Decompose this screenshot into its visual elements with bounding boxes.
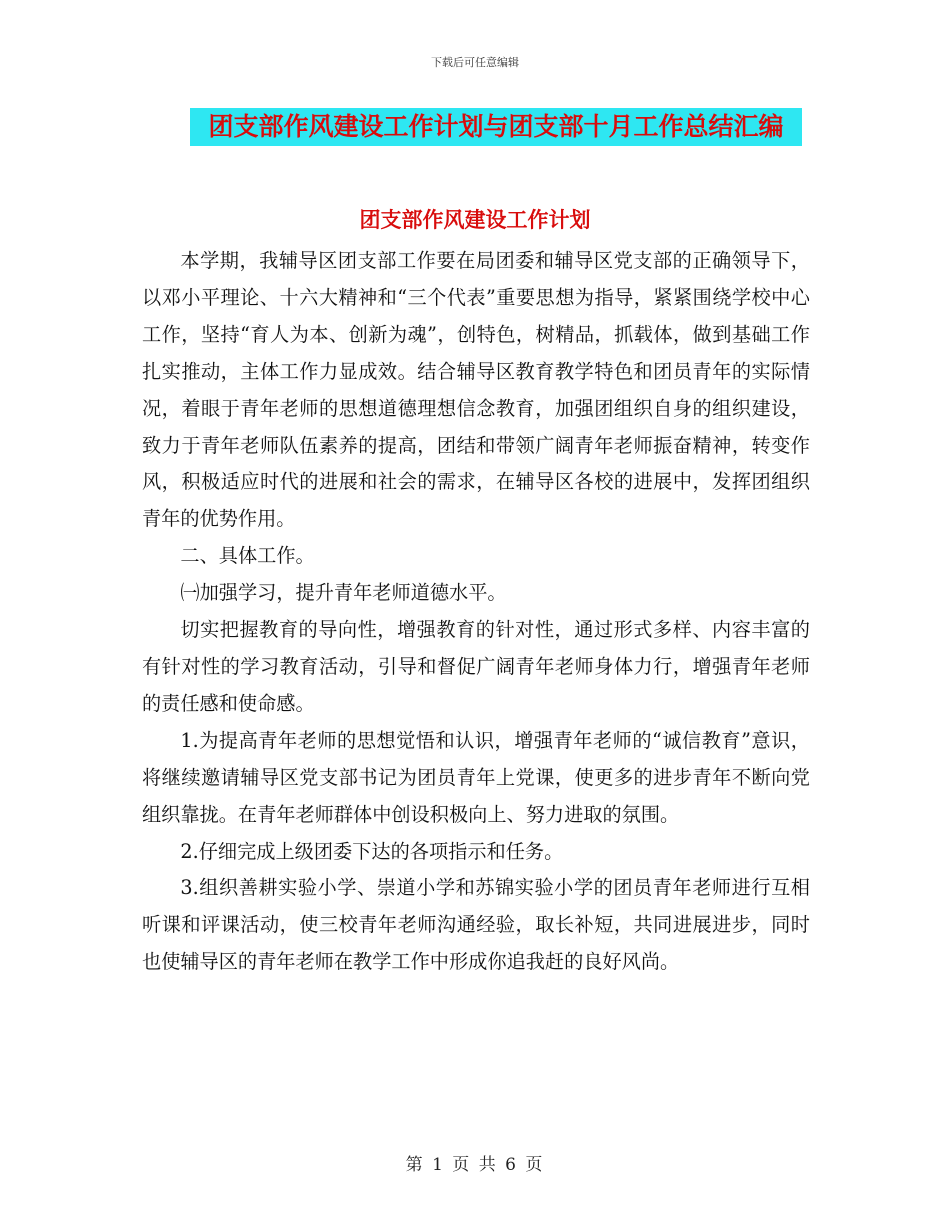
paragraph-intro: 本学期，我辅导区团支部工作要在局团委和辅导区党支部的正确领导下，以邓小平理论、十六大精神和“三个代表”重要思想为指导，紧紧围绕学校中心工作，坚持“育人为本、创新为魂”，创特色，树精品，抓载体，做到基础工作扎实推动，主体工作力显成效。结合辅导区教育教学特色和团员青年的实际情况，着眼于青年老师的思想道德理想信念教育，加强团组织自身的组织建设，致力于青年老师队伍素养的提高，团结和带领广阔青年老师振奋精神，转变作风，积极适应时代的进展和社会的需求，在辅导区各校的进展中，发挥团组织青年的优势作用。 <box>142 249 810 531</box>
document-body <box>142 243 810 981</box>
paragraph-subheading-study: ㈠加强学习，提升青年老师道德水平。 <box>180 581 507 605</box>
header-note: 下载后可任意编辑 <box>431 56 519 69</box>
page-number: 第 1 页 共 6 页 <box>405 1155 545 1175</box>
paragraph-heading-specific-work: 二、具体工作。 <box>180 544 315 568</box>
document-title: 团支部作风建设工作计划与团支部十月工作总结汇编 <box>190 108 802 146</box>
paragraph-item-2: 2.仔细完成上级团委下达的各项指示和任务。 <box>180 839 564 863</box>
paragraph-item-3: 3.组织善耕实验小学、崇道小学和苏锦实验小学的团员青年老师进行互相听课和评课活动，使三校青年老师沟通经验，取长补短，共同进展进步，同时也使辅导区的青年老师在教学工作中形成你追我赶的良好风尚。 <box>142 876 810 974</box>
paragraph-item-1: 1.为提高青年老师的思想觉悟和认识，增强青年老师的“诚信教育”意识，将继续邀请辅导区党支部书记为团员青年上党课，使更多的进步青年不断向党组织靠拢。在青年老师群体中创设积极向上、努力进取的氛围。 <box>142 728 810 826</box>
paragraph-study-detail: 切实把握教育的导向性，增强教育的针对性，通过形式多样、内容丰富的有针对性的学习教育活动，引导和督促广阔青年老师身体力行，增强青年老师的责任感和使命感。 <box>142 618 810 715</box>
section-title: 团支部作风建设工作计划 <box>359 208 591 232</box>
